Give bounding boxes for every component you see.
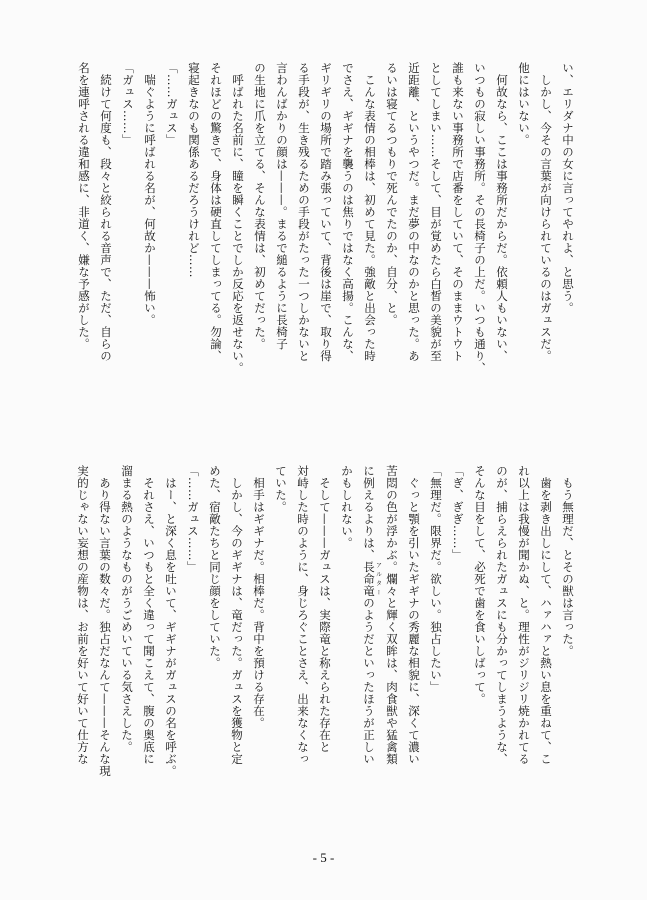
- text-line: あり得ない言葉の数々だ。独占だなんて———そんな現: [98, 465, 112, 777]
- text-line: でさえ、ギギナを襲うのは焦りではなく高揚。こんな、: [341, 62, 355, 362]
- ruby-annotation: アルター: [374, 561, 382, 597]
- text-line: それほどの驚きで、身体は硬直してしまってる。勿論、: [209, 62, 223, 362]
- text-line: 誰も来ない事務所で店番をしていて、そのままウトウト: [451, 62, 465, 362]
- text-line: 続けて何度も、段々と絞られる音声で、ただ、自らの: [99, 62, 113, 362]
- text-line: 「……ガュス」: [165, 62, 179, 146]
- text-line: しかし、今のギギナは、竜だった。ガュスを獲物と定: [230, 465, 244, 765]
- text-line: 苦悶の色が浮かぶ。爛々と輝く双眸は、肉食獣や猛禽類: [385, 465, 399, 765]
- text-line: 言わんばかりの顔は———。まるで縋るように長椅子: [275, 62, 289, 350]
- text-line: れ以上は我慢が聞かぬ、と。理性がジリジリ焼かれてる: [517, 465, 531, 765]
- text-line: としてしまい……そして、目が覚めたら白皙の美貌が至: [429, 62, 443, 362]
- text-line: かもしれない。: [340, 465, 354, 549]
- text-line: こんな表情の相棒は、初めて見た。強敵と出会った時: [363, 62, 377, 362]
- text-line: に例えるよりは、長命竜アルターのようだといったほうが正しい: [362, 465, 382, 765]
- text-line: 歯を剥き出しにして、ハァハァと熱い息を重ねて、こ: [539, 465, 553, 765]
- text-line: 「ガュス……」: [121, 62, 135, 146]
- text-line: そんな目をして、必死で歯を食いしばって。: [473, 465, 487, 705]
- text-line: 他にはいない。: [517, 62, 531, 146]
- text-line: 近距離、というやつだ。まだ夢の中なのかと思った。あ: [407, 62, 421, 362]
- text-line: 喘ぐように呼ばれる名が、何故か———怖い。: [143, 62, 157, 326]
- ruby-term: 長命竜アルター: [362, 561, 382, 597]
- text-line: ぐっと顎を引いたギギナの秀麗な相貌に、深くて濃い: [407, 465, 421, 765]
- text-line: ていた。: [274, 465, 288, 513]
- text-line: 名を連呼される違和感に、非道く、嫌な予感がした。: [77, 62, 91, 350]
- text-line: るいは寝てるつもりで死んでたのか、自分、と。: [385, 62, 399, 326]
- text-line: る手段が、生き残るための手段がたった一つしかないと: [297, 62, 311, 362]
- text-line: 溜まる熱のようなものがうごめいている気さえした。: [120, 465, 134, 753]
- text-block-upper: [69, 62, 579, 388]
- text-block-lower: [69, 465, 579, 810]
- text-line: 寝起きなのも関係あるだろうけれど……: [187, 62, 201, 278]
- text-line: それさえ、いつもと全く違って聞こえて、腹の奥底に: [142, 465, 156, 765]
- text-line: の生地に爪を立てる、そんな表情は、初めてだった。: [253, 62, 267, 350]
- text-line: しかし、今その言葉が向けられているのはガュスだ。: [539, 62, 553, 362]
- text-line: い、エリダナ中の女に言ってやれよ、と思う。: [561, 62, 575, 314]
- text-line: 相手はギギナだ。相棒だ。背中を預ける存在。: [252, 465, 266, 729]
- text-line: いつもの寂しい事務所。その長椅子の上だ。いつも通り、: [473, 62, 487, 374]
- text-line: はー、と深く息を吐いて、ギギナがガュスの名を呼ぶ。: [164, 465, 178, 777]
- text-line: めた、宿敵たちと同じ顔をしていた。: [208, 465, 222, 669]
- text-line: 「ぎ、ぎぎ……」: [451, 465, 465, 561]
- page-number: - 5 -: [312, 850, 335, 865]
- text-line: そして———ガュスは、実際竜と称えられた存在と: [318, 465, 332, 753]
- text-line: 呼ばれた名前に、瞳を瞬くことでしか反応を返せない。: [231, 62, 245, 374]
- text-line: 「無理だ。限界だ。欲しい。独占したい」: [429, 465, 443, 693]
- text-line: ギリギリの場所で踏み張っていて、背後は崖で、取り得: [319, 62, 333, 362]
- text-line: 何故なら、ここは事務所だからだ。依頼人もいない、: [495, 62, 509, 362]
- text-line: 「……ガュス……」: [186, 465, 200, 573]
- text-line: 実的じゃない妄想の産物は、お前を好いて好いて仕方な: [76, 465, 90, 765]
- text-line: 対峙した時のように、身じろぐことさえ、出来なくなっ: [296, 465, 310, 765]
- text-line: もう無理だ、とその獣は言った。: [561, 465, 575, 657]
- text-line: のが、捕らえられたガュスにも分かってしまうような、: [495, 465, 509, 765]
